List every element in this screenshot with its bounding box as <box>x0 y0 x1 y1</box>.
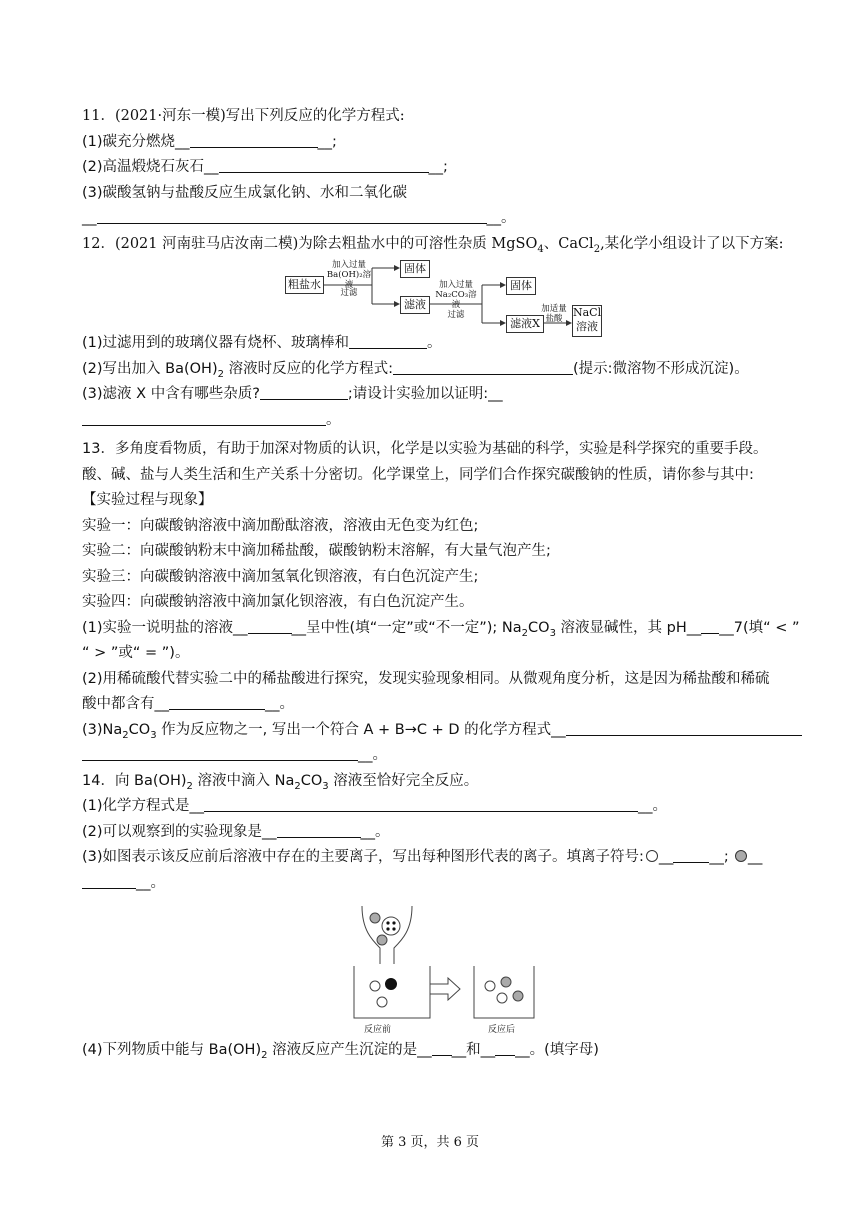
q13-section-title: 【实验过程与现象】 <box>82 492 213 508</box>
q13-part2-cont: 酸中都含有__ __。 <box>82 692 802 718</box>
q12-heading: 12．(2021 河南驻马店汝南二模)为除去粗盐水中的可溶性杂质 MgSO$_4$、CaCl$_2$,某化学小组设计了以下方案: <box>82 235 784 255</box>
step2-label: 加入过量 Na₂CO₃溶液 过滤 <box>435 280 477 320</box>
q12-part2: (2)写出加入 $Ba(OH)_2$ 溶液时反应的化学方程式: (提示:微溶物不形成沉淀)。 <box>82 357 802 383</box>
solid2-box: 固体 <box>506 277 536 295</box>
q13-experiment4: 实验四：向碳酸钠溶液中滴加氯化钡溶液，有白色沉淀产生。 <box>82 594 474 610</box>
q11-part3-answer: __ __。 <box>82 206 802 232</box>
q13-part3: $(3)Na_2CO_3$ 作为反应物之一, 写出一个符合 A + B→C + D 的化学方程式__ <box>82 718 802 744</box>
q14-part2: (2)可以观察到的实验现象是__ __。 <box>82 820 802 846</box>
q13-part2: (2)用稀硫酸代替实验二中的稀盐酸进行探究，发现实验现象相同。从微观角度分析，这是因为稀盐酸和稀硫 <box>82 670 770 687</box>
step1-filter-label: 过滤 <box>340 288 358 298</box>
q14-part1: (1)化学方程式是__ __。 <box>82 794 802 820</box>
q12-part3: (3)滤液 X 中含有哪些杂质? ;请设计实验加以证明:__ <box>82 382 802 408</box>
q13-intro-line1: 13．多角度看物质，有助于加深对物质的认识，化学是以实验为基础的科学，实验是科学探究的重要手段。 <box>82 441 768 457</box>
q14-part4: (4)下列物质中能与 $Ba(OH)_2$ 溶液反应产生沉淀的是__ __和__ __。(填字母) <box>82 1038 802 1064</box>
q14-part3: (3)如图表示该反应前后溶液中存在的主要离子，写出每种图形代表的离子。填离子符号: __ __; __ <box>82 845 802 871</box>
step1-label: 加入过量 Ba(OH)₂溶液 <box>326 260 372 290</box>
q11-heading: 11．(2021·河东一模)写出下列反应的化学方程式: <box>82 108 405 124</box>
gray-circle-icon <box>735 850 747 862</box>
solid1-box: 固体 <box>400 260 430 278</box>
filtrate-x-box: 滤液X <box>506 315 544 333</box>
q12-part3-answer: 。 <box>82 408 802 434</box>
q14-part3-cont: __。 <box>82 871 802 897</box>
document-page <box>82 104 802 1064</box>
page-footer: 第 3 页，共 6 页 <box>380 1135 480 1150</box>
before-reaction-label: 反应前 <box>364 1025 392 1035</box>
q13-experiment3: 实验三：向碳酸钠溶液中滴加氢氧化钡溶液，有白色沉淀产生; <box>82 568 479 585</box>
q14-ion-diagram <box>82 902 802 1038</box>
q13-part1: (1)实验一说明盐的溶液__ __呈中性(填“一定”或“不一定”); $Na_2CO_3$ 溶液显碱性，其 pH__ __7(填“ < ” <box>82 616 802 642</box>
q13-experiment1: 实验一：向碳酸钠溶液中滴加酚酞溶液，溶液由无色变为红色; <box>82 517 479 534</box>
after-reaction-label: 反应后 <box>488 1025 516 1035</box>
white-circle-icon <box>646 850 658 862</box>
filtrate-box: 滤液 <box>400 296 430 314</box>
q14-heading: 14．向 $Ba(OH)_2$ 溶液中滴入 $Na_2CO_3$ 溶液至恰好完全反应。 <box>82 772 479 792</box>
q11-part3: (3)碳酸氢钠与盐酸反应生成氯化钠、水和二氧化碳 <box>82 184 408 201</box>
q11-part1: (1)碳充分燃烧__ __; <box>82 130 802 156</box>
ion-beakers-figure <box>82 902 802 1038</box>
q13-part1-cont: “ > ”或“ = ”)。 <box>82 645 190 661</box>
raw-brine-box: 粗盐水 <box>285 276 324 294</box>
q13-experiment2: 实验二：向碳酸钠粉末中滴加稀盐酸，碳酸钠粉末溶解，有大量气泡产生; <box>82 543 551 559</box>
q12-part1: (1)过滤用到的玻璃仪器有烧杯、玻璃棒和 。 <box>82 331 802 357</box>
q12-flow-diagram <box>82 260 802 333</box>
step3-label: 加适量 盐酸 <box>541 304 567 324</box>
q13-part3-answer: __。 <box>82 743 802 769</box>
q13-intro-line2: 酸、碱、盐与人类生活和生产关系十分密切。化学课堂上，同学们合作探究碳酸钠的性质，请你参与其中: <box>82 466 754 483</box>
nacl-solution-box: NaCl 溶液 <box>572 305 602 337</box>
q11-part2: (2)高温煅烧石灰石__ __; <box>82 155 802 181</box>
